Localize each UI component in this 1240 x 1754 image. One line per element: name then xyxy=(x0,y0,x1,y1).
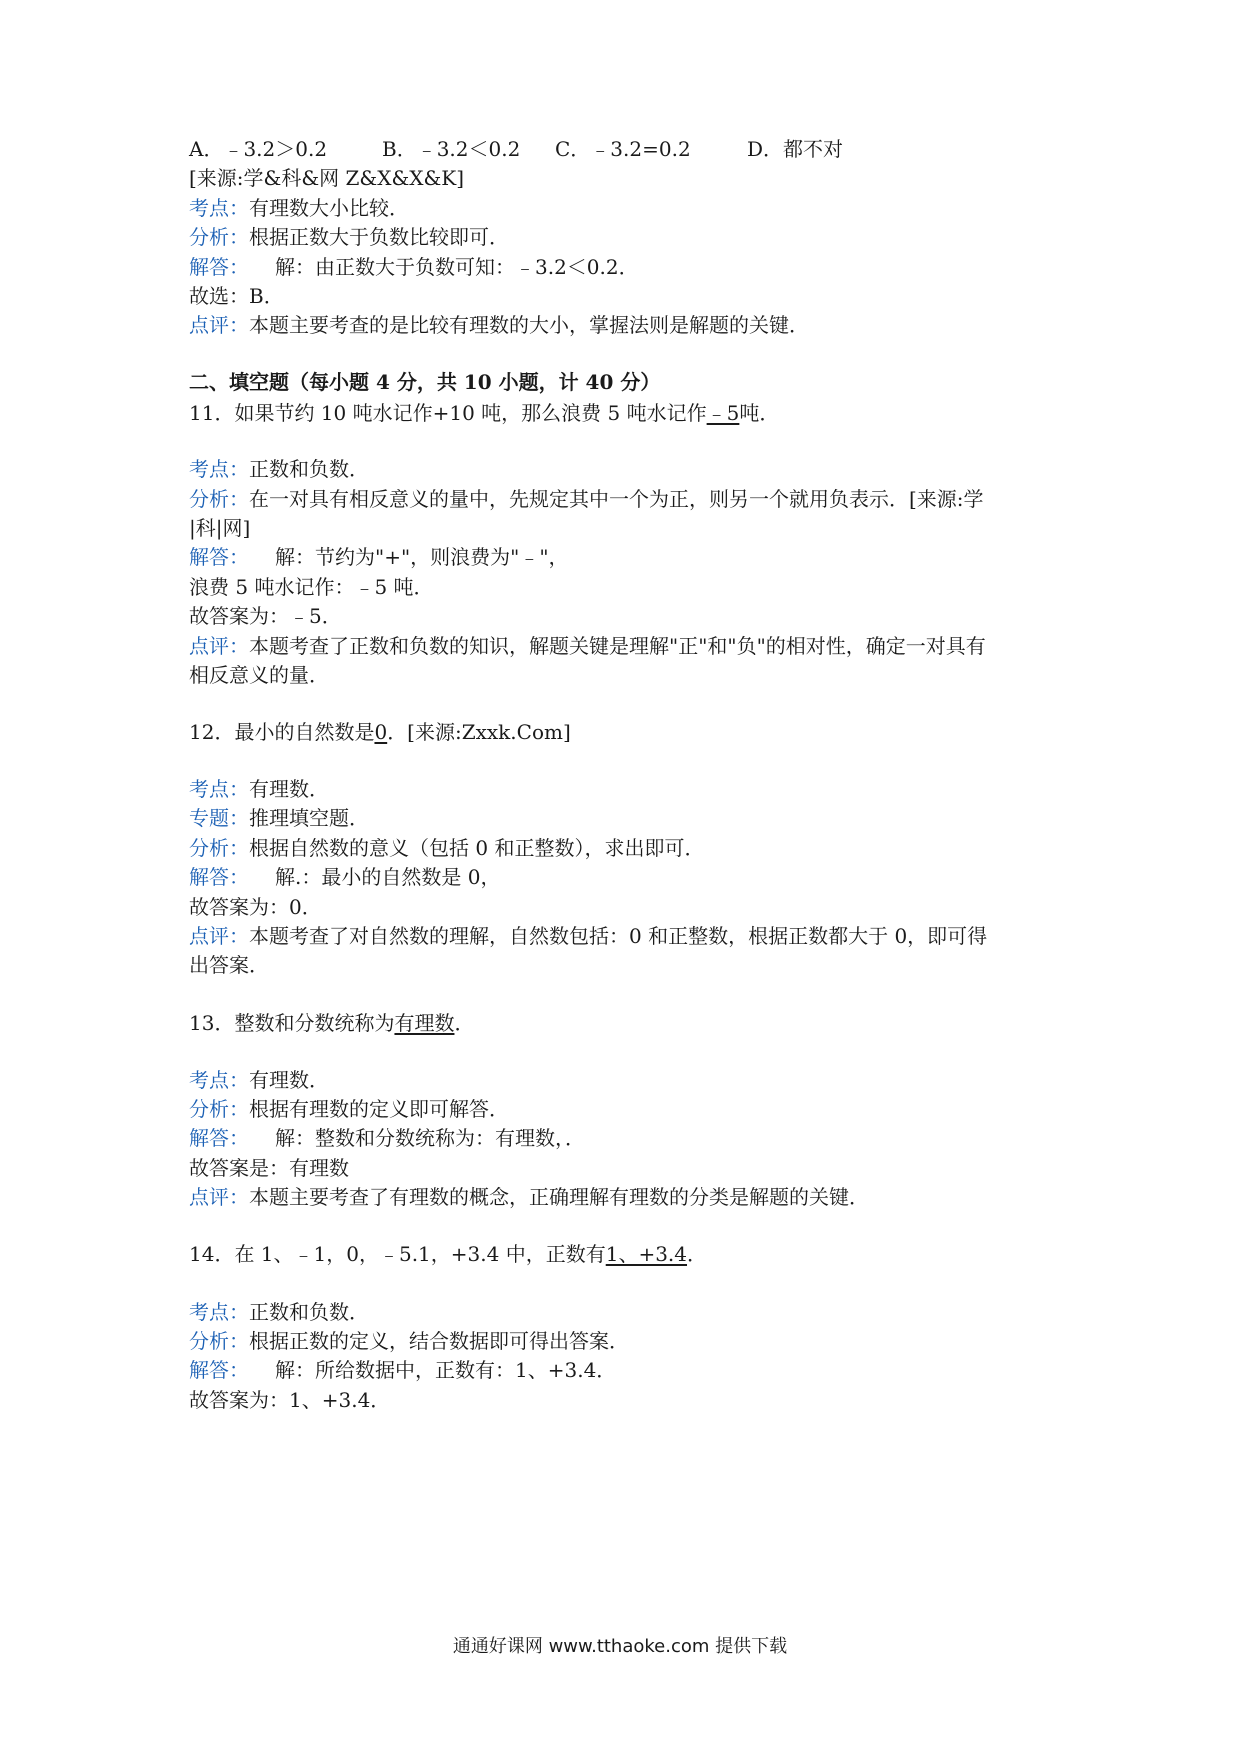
q13-jieda xyxy=(189,1124,585,1152)
q11-jieda xyxy=(189,543,569,571)
q14-jieda xyxy=(189,1356,616,1384)
q10-source: [来源:学&科&网 Z&X&X&K] xyxy=(189,166,465,190)
dianping-text: 本题主要考查了有理数的概念，正确理解有理数的分类是解题的关键． xyxy=(249,1185,869,1209)
dianping-label: 点评： xyxy=(189,924,249,948)
q12-stem-post: ．[来源:Zxxk.Com] xyxy=(387,720,571,744)
q13-fenxi xyxy=(189,1095,509,1123)
kaodian-text: 正数和负数． xyxy=(249,1300,369,1324)
jieda-text: 解：由正数大于负数可知：﹣3.2＜0.2． xyxy=(275,255,639,279)
q12-stem-pre: 12．最小的自然数是 xyxy=(189,720,375,744)
q14-kaodian xyxy=(189,1298,369,1326)
dianping-text: 本题考查了正数和负数的知识，解题关键是理解"正"和"负"的相对性，确定一对具有 xyxy=(249,634,986,658)
q11-guda: 故答案为：﹣5． xyxy=(189,604,342,628)
q13-guda: 故答案是：有理数 xyxy=(189,1156,349,1180)
q14-guda: 故答案为：1、+3.4． xyxy=(189,1388,391,1412)
kaodian-label: 考点： xyxy=(189,1068,249,1092)
dianping-text: 本题考查了对自然数的理解，自然数包括：0 和正整数，根据正数都大于 0，即可得 xyxy=(249,924,988,948)
q10-guxuan: 故选：B． xyxy=(189,284,284,308)
fenxi-text: 根据有理数的定义即可解答． xyxy=(249,1097,509,1121)
q11-answer: ﹣5 xyxy=(706,401,740,425)
q12-zhuanti xyxy=(189,804,369,832)
q10-fenxi xyxy=(189,223,509,251)
kaodian-label: 考点： xyxy=(189,457,249,481)
q14-stem-pre: 14．在 1、﹣1，0，﹣5.1，+3.4 中，正数有 xyxy=(189,1242,606,1266)
kaodian-text: 有理数大小比较． xyxy=(249,196,409,220)
fenxi-label: 分析： xyxy=(189,487,249,511)
jieda-label: 解答： xyxy=(189,1126,249,1150)
page-footer: 通通好课网 www.tthaoke.com 提供下载 xyxy=(452,1636,788,1657)
q12-guda: 故答案为：0． xyxy=(189,895,322,919)
q10-jieda xyxy=(189,253,639,281)
q12-answer: 0 xyxy=(374,720,388,744)
q11-fenxi xyxy=(189,485,984,513)
q12-jieda xyxy=(189,863,500,891)
q10-option-b: B．﹣3.2＜0.2 xyxy=(382,137,521,161)
kaodian-text: 正数和负数． xyxy=(249,457,369,481)
fenxi-text: 根据自然数的意义（包括 0 和正整数），求出即可． xyxy=(249,836,705,860)
q10-options xyxy=(189,135,1089,163)
kaodian-label: 考点： xyxy=(189,1300,249,1324)
q11-dianping-cont: 相反意义的量． xyxy=(189,663,329,687)
jieda-text: 解：整数和分数统称为：有理数，． xyxy=(275,1126,585,1150)
q10-option-d: D．都不对 xyxy=(747,137,844,161)
q10-option-c: C．﹣3.2=0.2 xyxy=(555,137,691,161)
kaodian-label: 考点： xyxy=(189,777,249,801)
q13-stem-post: ． xyxy=(454,1011,475,1035)
jieda-label: 解答： xyxy=(189,255,249,279)
fenxi-text: 根据正数大于负数比较即可． xyxy=(249,225,509,249)
fenxi-text: 在一对具有相反意义的量中，先规定其中一个为正，则另一个就用负表示．[来源:学 xyxy=(249,487,984,511)
q14-stem-post: ． xyxy=(687,1242,708,1266)
q10-kaodian xyxy=(189,194,409,222)
q13-stem-pre: 13．整数和分数统称为 xyxy=(189,1011,395,1035)
q11-stem-pre: 11．如果节约 10 吨水记作+10 吨，那么浪费 5 吨水记作 xyxy=(189,401,707,425)
jieda-text: 解：节约为"+"，则浪费为"﹣"， xyxy=(275,545,569,569)
q14-fenxi xyxy=(189,1327,629,1355)
kaodian-label: 考点： xyxy=(189,196,249,220)
q12-stem xyxy=(189,718,571,746)
dianping-label: 点评： xyxy=(189,634,249,658)
q13-kaodian xyxy=(189,1066,329,1094)
zhuanti-text: 推理填空题． xyxy=(249,806,369,830)
q13-dianping xyxy=(189,1183,869,1211)
q13-stem xyxy=(189,1009,474,1037)
jieda-label: 解答： xyxy=(189,1358,249,1382)
dianping-label: 点评： xyxy=(189,1185,249,1209)
q11-jieda-cont: 浪费 5 吨水记作：﹣5 吨． xyxy=(189,575,434,599)
fenxi-label: 分析： xyxy=(189,225,249,249)
jieda-label: 解答： xyxy=(189,865,249,889)
fenxi-label: 分析： xyxy=(189,1329,249,1353)
fenxi-text: 根据正数的定义，结合数据即可得出答案． xyxy=(249,1329,629,1353)
q10-option-a: A．﹣3.2＞0.2 xyxy=(189,137,328,161)
kaodian-text: 有理数． xyxy=(249,1068,329,1092)
q11-dianping xyxy=(189,632,986,660)
q12-fenxi xyxy=(189,834,704,862)
dianping-text: 本题主要考查的是比较有理数的大小，掌握法则是解题的关键． xyxy=(249,313,809,337)
dianping-label: 点评： xyxy=(189,313,249,337)
jieda-text: 解.：最小的自然数是 0， xyxy=(275,865,501,889)
section-heading: 二、填空题（每小题 4 分，共 10 小题，计 40 分） xyxy=(189,370,661,394)
q12-dianping-cont: 出答案． xyxy=(189,953,269,977)
q14-answer: 1、+3.4 xyxy=(605,1242,688,1266)
q10-dianping xyxy=(189,311,809,339)
q11-kaodian xyxy=(189,455,369,483)
jieda-text: 解：所给数据中，正数有：1、+3.4． xyxy=(275,1358,617,1382)
q11-stem-post: 吨． xyxy=(739,401,780,425)
q13-answer: 有理数 xyxy=(394,1011,455,1035)
q14-stem xyxy=(189,1240,707,1268)
q11-fenxi-cont: |科|网] xyxy=(189,516,251,540)
fenxi-label: 分析： xyxy=(189,1097,249,1121)
fenxi-label: 分析： xyxy=(189,836,249,860)
q11-stem xyxy=(189,399,779,427)
zhuanti-label: 专题： xyxy=(189,806,249,830)
jieda-label: 解答： xyxy=(189,545,249,569)
q12-dianping xyxy=(189,922,987,950)
q12-kaodian xyxy=(189,775,329,803)
kaodian-text: 有理数． xyxy=(249,777,329,801)
